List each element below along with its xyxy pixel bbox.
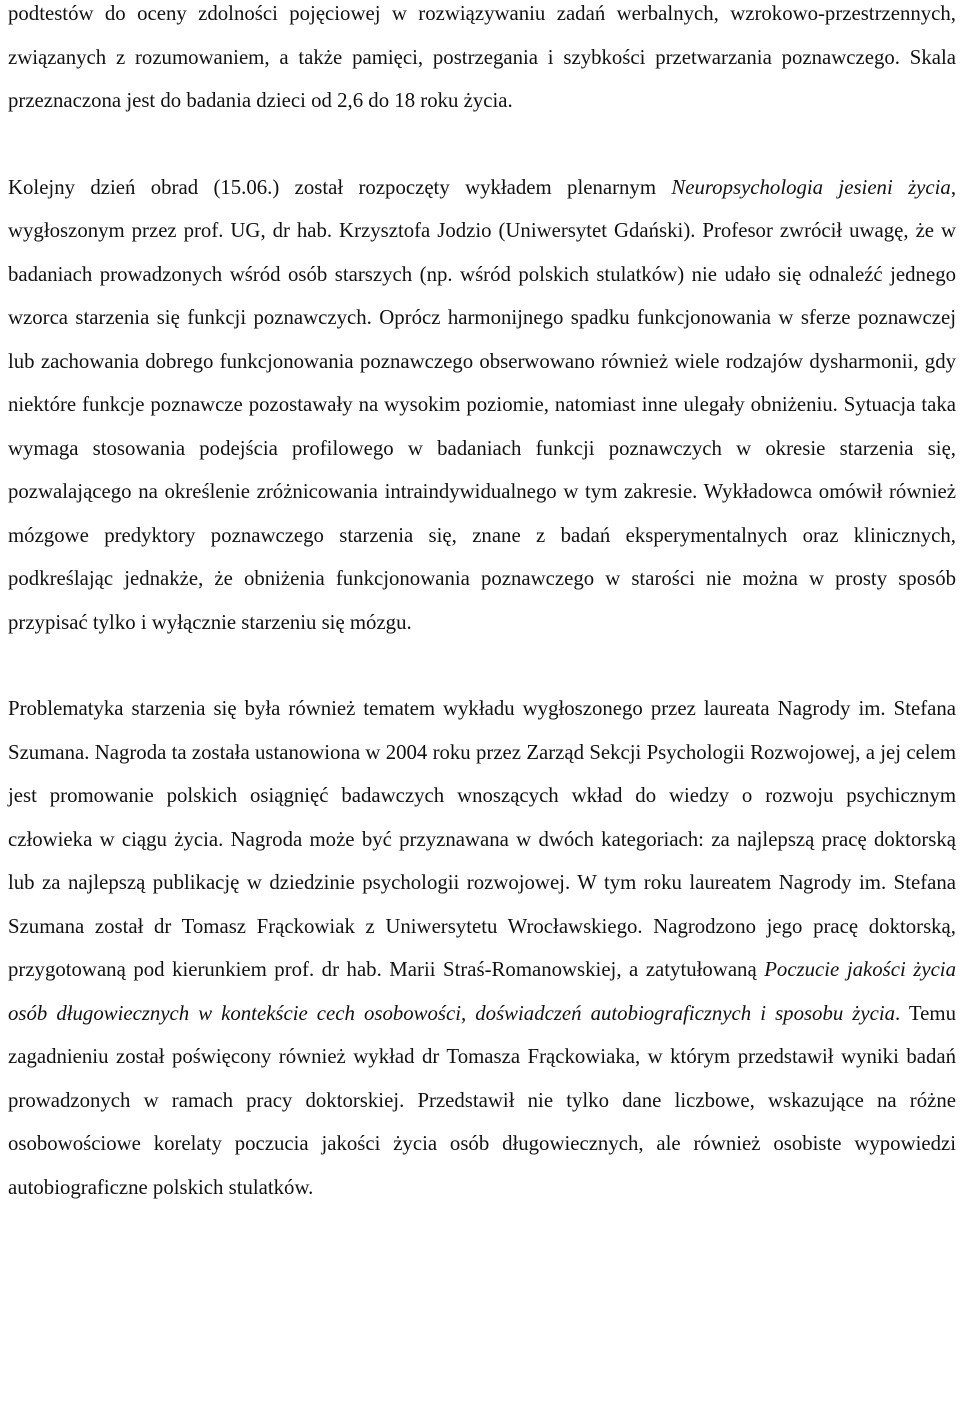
paragraph-szuman-award: [8, 687, 956, 1209]
paragraph-text: podtestów do oceny zdolności pojęciowej w rozwiązywaniu zadań werbalnych, wzrokowo-przestrzennych, związanych z rozumowaniem, a także pamięci, postrzegania i szybkości przetwarzania poznawczego. Skala przeznaczona jest do badania dzieci od 2,6 do 18 roku życia.: [8, 2, 956, 112]
paragraph-text: Problematyka starzenia się była również tematem wykładu wygłoszonego przez laureata Nagrody im. Stefana Szumana. Nagroda ta została ustanowiona w 2004 roku przez Zarząd Sekcji Psychologii Rozwojowej, a jej celem jest promowanie polskich osiągnięć badawczych wnoszących wkład do wiedzy o rozwoju psychicznym człowieka w ciągu życia. Nagroda może być przyznawana w dwóch kategoriach: za najlepszą pracę doktorską lub za najlepszą publikację w dziedzinie psychologii rozwojowej. W tym roku laureatem Nagrody im. Stefana Szumana został dr Tomasz Frąckowiak z Uniwersytetu Wrocławskiego. Nagrodzono jego pracę doktorską, przygotowaną pod kierunkiem prof. dr hab. Marii Straś-Romanowskiej, a zatytułowaną: [8, 697, 956, 981]
document-page: [8, 0, 956, 1209]
paragraph-text: Kolejny dzień obrad (15.06.) został rozpoczęty wykładem plenarnym: [8, 175, 672, 199]
paragraph-cognitive-scale: [8, 0, 956, 123]
paragraph-text: . Temu zagadnieniu został poświęcony również wykład dr Tomasza Frąckowiaka, w którym przedstawił wyniki badań prowadzonych w ramach pracy doktorskiej. Przedstawił nie tylko dane liczbowe, wskazujące na różne osobowościowe korelaty poczucia jakości życia osób długowiecznych, ale również osobiste wypowiedzi autobiograficzne polskich stulatków.: [8, 1001, 956, 1199]
paragraph-text: , wygłoszonym przez prof. UG, dr hab. Krzysztofa Jodzio (Uniwersytet Gdański). Profesor zwrócił uwagę, że w badaniach prowadzonych wśród osób starszych (np. wśród polskich stulatków) nie udało się odnaleźć jednego wzorca starzenia się funkcji poznawczych. Oprócz harmonijnego spadku funkcjonowania w sferze poznawczej lub zachowania dobrego funkcjonowania poznawczego obserwowano również wiele rodzajów dysharmonii, gdy niektóre funkcje poznawcze pozostawały na wysokim poziomie, natomiast inne ulegały obniżeniu. Sytuacja taka wymaga stosowania podejścia profilowego w badaniach funkcji poznawczych w okresie starzenia się, pozwalającego na określenie zróżnicowania intraindywidualnego w tym zakresie. Wykładowca omówił również mózgowe predyktory poznawczego starzenia się, znane z badań eksperymentalnych oraz klinicznych, podkreślając jednakże, że obniżenia funkcjonowania poznawczego w starości nie można w prosty sposób przypisać tylko i wyłącznie starzeniu się mózgu.: [8, 175, 957, 634]
thesis-title: Poczucie jakości życia osób długowiecznych w kontekście cech osobowości, doświadczeń autobiograficznych i sposobu życia: [8, 958, 956, 1025]
paragraph-plenary-lecture: [8, 166, 956, 645]
lecture-title: Neuropsychologia jesieni życia: [671, 175, 951, 199]
